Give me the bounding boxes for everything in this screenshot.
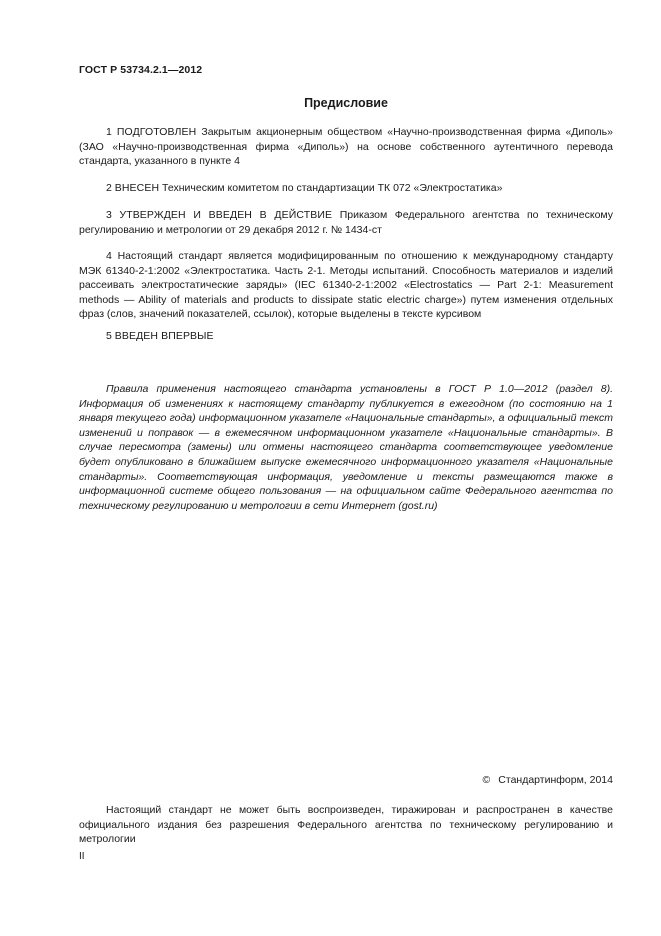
item-text: Приказом Федерального агентства по техническому регулированию и метрологии от 29 декабря 2012 г. № 1434-ст [79, 209, 614, 236]
item-number: 1 [106, 126, 112, 138]
item-caps-label: ВВЕДЕН ВПЕРВЫЕ [114, 330, 214, 342]
foreword-item-5 [79, 329, 613, 344]
page-number: II [79, 851, 85, 862]
foreword-item-3 [79, 208, 613, 237]
copyright-icon: © [482, 774, 491, 786]
foreword-item-2 [79, 181, 613, 196]
item-caps-label: ПОДГОТОВЛЕН [116, 126, 197, 138]
item-text: Техническим комитетом по стандартизации ТК 072 «Электростатика» [162, 182, 503, 194]
reproduction-notice: Настоящий стандарт не может быть воспроизведен, тиражирован и распространен в качестве официального издания без разрешения Федерального агентства по техническому регулированию и метрологии [79, 804, 613, 845]
standard-code-header: ГОСТ Р 53734.2.1—2012 [79, 64, 203, 76]
foreword-item-4 [79, 249, 613, 322]
rules-note: Правила применения настоящего стандарта установлены в ГОСТ Р 1.0—2012 (раздел 8). Информация об изменениях к настоящему стандарту публикуется в ежегодном (по состоянию на 1 января текущего года) информационном указателе «Национальные стандарты», а официальный текст изменений и поправок — в ежемесячном информационном указателе «Национальные стандарты». В случае пересмотра (замены) или отмены настоящего стандарта соответствующее уведомление будет опубликовано в ближайшем выпуске ежемесячного информационного указателя «Национальные стандарты». Соответствующая информация, уведомление и тексты размещаются также в информационной системе общего пользования — на официальном сайте Федерального агентства по техническому регулированию и метрологии в сети Интернет (gost.ru) [79, 383, 613, 512]
item-text: Закрытым акционерным обществом «Научно-производственная фирма «Диполь» (ЗАО «Научно-производственная фирма «Диполь») на основе собственного аутентичного перевода стандарта, указанного в пункте 4 [79, 126, 613, 167]
item-number: 4 [106, 250, 112, 262]
item-caps-label: ВНЕСЕН [114, 182, 160, 194]
copyright-line [483, 774, 613, 786]
item-number: 2 [106, 182, 112, 194]
item-caps-label: УТВЕРЖДЕН И ВВЕДЕН В ДЕЙСТВИЕ [119, 209, 333, 221]
copyright-text: Стандартинформ, 2014 [498, 774, 613, 786]
item-number: 5 [106, 330, 112, 342]
foreword-title: Предисловие [304, 96, 388, 110]
foreword-item-1 [79, 125, 613, 169]
item-text: Настоящий стандарт является модифицированным по отношению к международному стандарту МЭК 61340-2-1:2002 «Электростатика. Часть 2-1. Методы испытаний. Способность материалов и изделий рассеивать электростатические заряды» (IEC 61340-2-1:2002 «Electrostatics — Part 2-1: Measurement methods — Ability of materials and products to dissipate static electric charge») путем изменения отдельных фраз (слов, значений показателей, ссылок), которые выделены в тексте курсивом [79, 250, 614, 320]
item-number: 3 [106, 209, 112, 221]
